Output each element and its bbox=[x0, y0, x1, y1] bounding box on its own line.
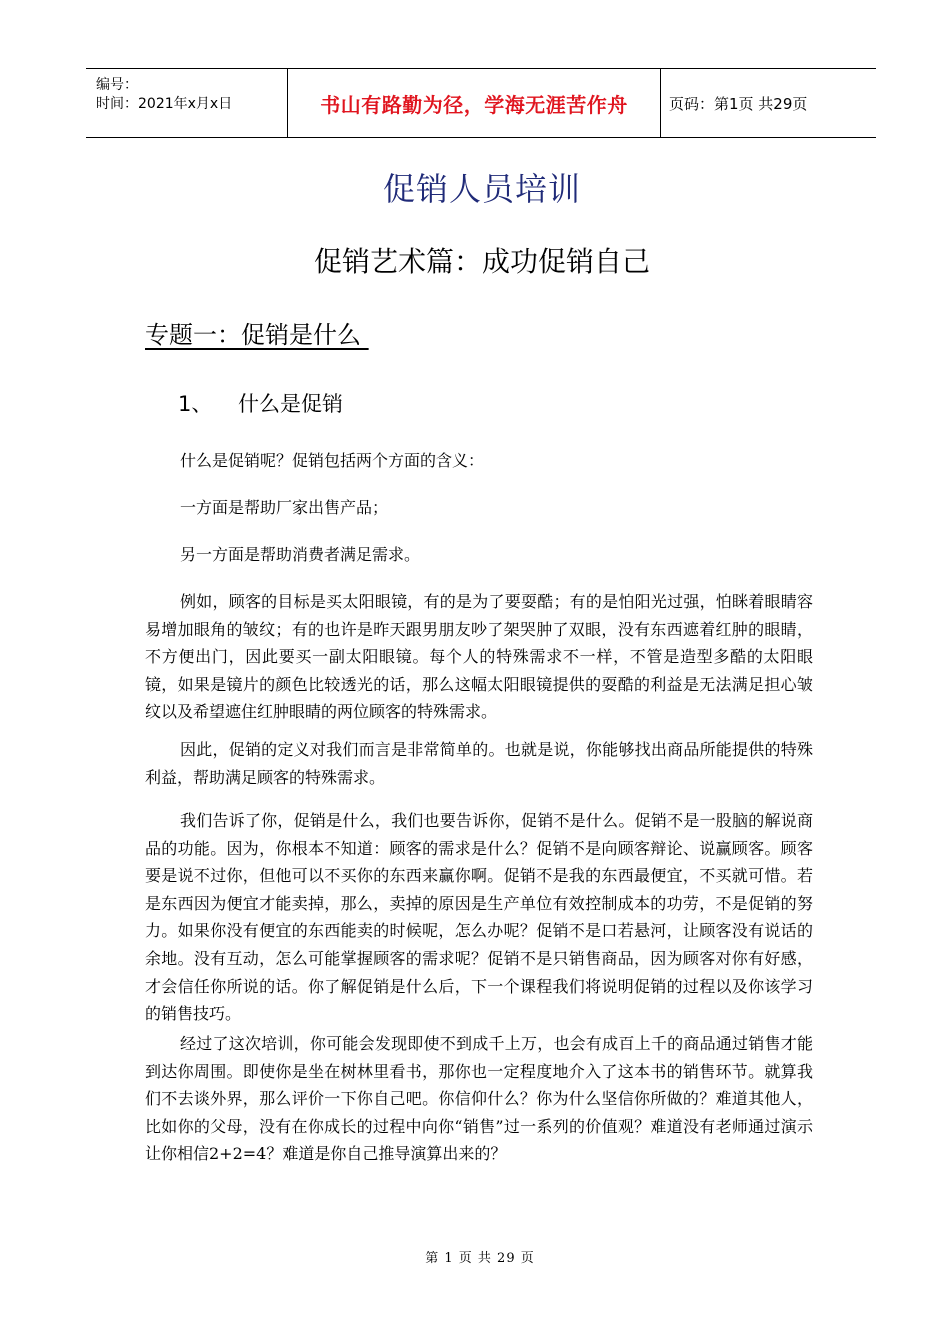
header-page-info: 页码：第1页 共29页 bbox=[669, 94, 808, 113]
paragraph: 另一方面是帮助消费者满足需求。 bbox=[180, 545, 421, 564]
paragraph: 例如，顾客的目标是买太阳眼镜，有的是为了要耍酷；有的是怕阳光过强，怕眯着眼睛容易增加眼角的皱纹；有的也许是昨天跟男朋友吵了架哭肿了双眼，没有东西遮着红肿的眼睛，不方便出门，因此要买一副太阳眼镜。每个人的特殊需求不一样，不管是造型多酷的太阳眼镜，如果是镜片的颜色比较透光的话，那么这幅太阳眼镜提供的耍酷的利益是无法满足担心皱纹以及希望遮住红肿眼睛的两位顾客的特殊需求。 bbox=[145, 592, 813, 722]
header-page-cell bbox=[661, 69, 876, 137]
paragraph: 什么是促销呢？促销包括两个方面的含义： bbox=[180, 451, 485, 470]
header-meta-cell bbox=[86, 69, 288, 137]
paragraph: 因此，促销的定义对我们而言是非常简单的。也就是说，你能够找出商品所能提供的特殊利益，帮助满足顾客的特殊需求。 bbox=[145, 740, 813, 787]
header-motto-cell bbox=[288, 69, 661, 137]
page-footer: 第 1 页 共 29 页 bbox=[425, 1251, 535, 1266]
section-heading bbox=[178, 388, 343, 418]
paragraph: 一方面是帮助厂家出售产品； bbox=[180, 498, 389, 517]
paragraph: 我们告诉了你，促销是什么，我们也要告诉你，促销不是什么。促销不是一股脑的解说商品的功能。因为，你根本不知道：顾客的需求是什么？促销不是向顾客辩论、说赢顾客。顾客要是说不过你，但他可以不买你的东西来赢你啊。促销不是我的东西最便宜，不买就可惜。若是东西因为便宜才能卖掉，那么，卖掉的原因是生产单位有效控制成本的功劳，不是促销的努力。如果你没有便宜的东西能卖的时候呢，怎么办呢？促销不是口若悬河，让顾客没有说话的余地。没有互动，怎么可能掌握顾客的需求呢？促销不是只销售商品，因为顾客对你有好感，才会信任你所说的话。你了解促销是什么后，下一个课程我们将说明促销的过程以及你该学习的销售技巧。 bbox=[145, 811, 813, 1024]
serial-label: 编号： bbox=[96, 77, 138, 93]
paragraph: 经过了这次培训，你可能会发现即使不到成千上万，也会有成百上千的商品通过销售才能到达你周围。即使你是坐在树林里看书，那你也一定程度地介入了这本书的销售环节。就算我们不去谈外界，那么评价一下你自己吧。你信仰什么？你为什么坚信你所做的？难道其他人，比如你的父母，没有在你成长的过程中向你“销售”过一系列的价值观？难道没有老师通过演示让你相信2+2=4？难道是你自己推导演算出来的？ bbox=[145, 1034, 813, 1164]
section-number: 1、 bbox=[178, 392, 213, 416]
document-title: 促销人员培训 bbox=[382, 170, 581, 208]
page-header bbox=[86, 68, 876, 138]
header-motto: 书山有路勤为径，学海无涯苦作舟 bbox=[320, 92, 628, 117]
time-label: 时间：2021年x月x日 bbox=[96, 96, 233, 112]
section-title: 什么是促销 bbox=[238, 392, 343, 416]
document-subtitle: 促销艺术篇：成功促销自己 bbox=[313, 245, 650, 278]
topic-heading: 专题一：促销是什么 bbox=[145, 321, 369, 349]
